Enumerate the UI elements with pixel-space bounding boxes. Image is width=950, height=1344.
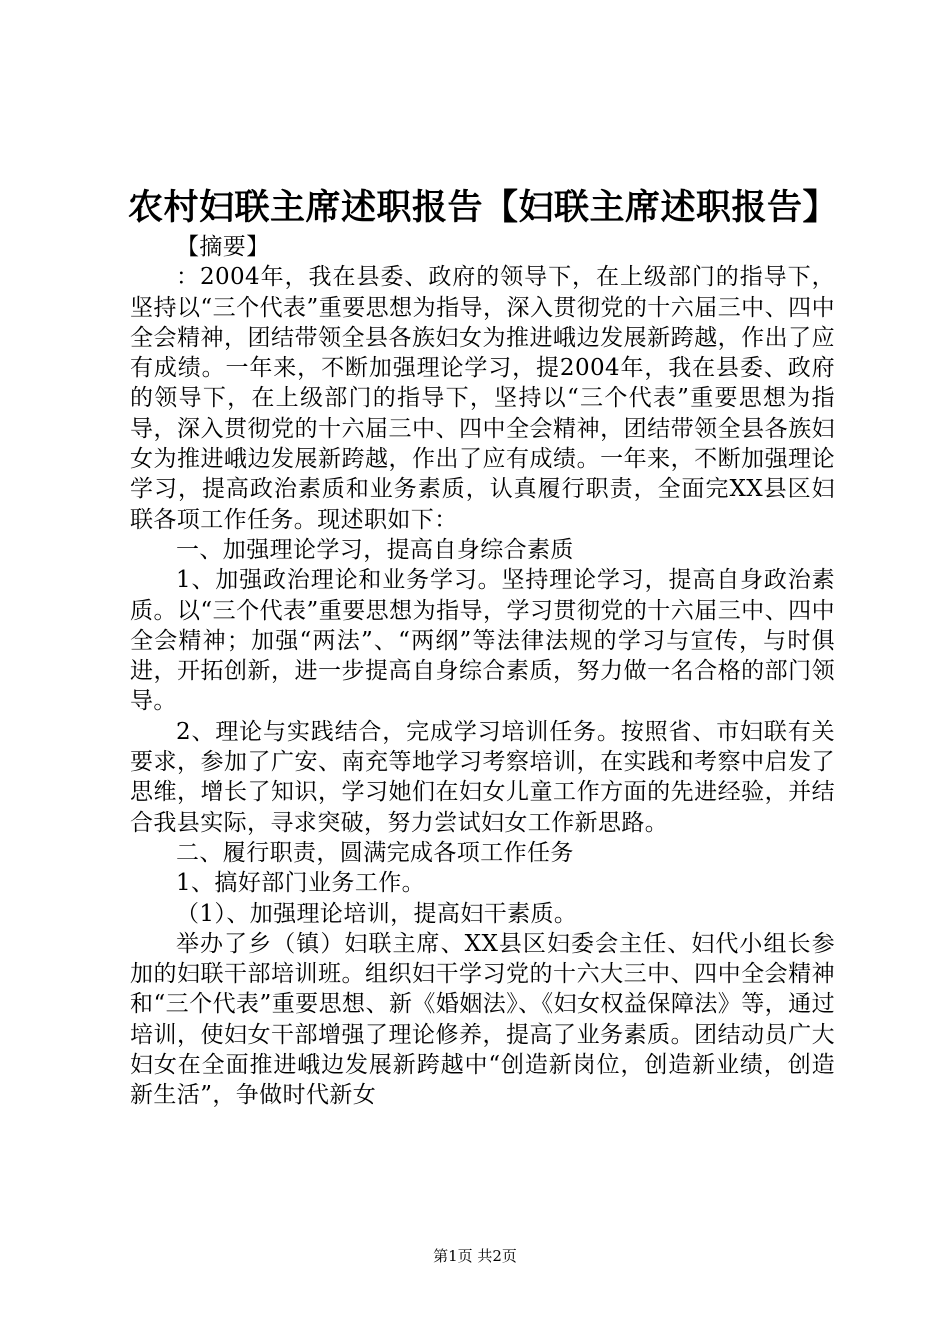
paragraph-2-1-1: 举办了乡（镇）妇联主席、XX县区妇委会主任、妇代小组长参加的妇联干部培训班。组织妇干学习党的十六大三中、四中全会精神和“三个代表”重要思想、新《婚姻法》、《妇女权益保障法》等，通过培训，使妇女干部增强了理论修养，提高了业务素质。团结动员广大妇女在全面推进峨边发展新跨越中“创造新岗位，创造新业绩，创造新生活”，争做时代新女 [130,930,835,1109]
page-footer: 第1页 共2页 [433,1247,517,1265]
paragraph-1-1: 1、加强政治理论和业务学习。坚持理论学习，提高自身政治素质。以“三个代表”重要思想为指导，学习贯彻党的十六届三中、四中全会精神；加强“两法”、“两纲”等法律法规的学习与宣传，与时俱进，开拓创新，进一步提高自身综合素质，努力做一名合格的部门领导。 [130,567,835,715]
subsection-heading-2-1: 1、搞好部门业务工作。 [176,870,426,897]
paragraph-1-2: 2、理论与实践结合，完成学习培训任务。按照省、市妇联有关要求，参加了广安、南充等地学习考察培训，在实践和考察中启发了思维，增长了知识，学习她们在妇女儿童工作方面的先进经验，并结合我县实际，寻求突破，努力尝试妇女工作新思路。 [130,718,835,836]
section-heading-2: 二、履行职责，圆满完成各项工作任务 [176,839,574,866]
subsection-heading-2-1-1: （1）、加强理论培训，提高妇干素质。 [176,900,578,927]
intro-paragraph: ：2004年，我在县委、政府的领导下，在上级部门的指导下，坚持以“三个代表”重要思想为指导，深入贯彻党的十六届三中、四中全会精神，团结带领全县各族妇女为推进峨边发展新跨越，作出了应有成绩。一年来，不断加强理论学习，提2004年，我在县委、政府的领导下，在上级部门的指导下，坚持以“三个代表”重要思想为指导，深入贯彻党的十六届三中、四中全会精神，团结带领全县各族妇女为推进峨边发展新跨越，作出了应有成绩。一年来，不断加强理论学习，提高政治素质和业务素质，认真履行职责，全面完XX县区妇联各项工作任务。现述职如下： [130,264,835,533]
section-heading-1: 一、加强理论学习，提高自身综合素质 [176,536,574,563]
document-body [130,232,835,1111]
document-title: 农村妇联主席述职报告【妇联主席述职报告】 [128,187,839,228]
abstract-heading: 【摘要】 [176,234,270,260]
